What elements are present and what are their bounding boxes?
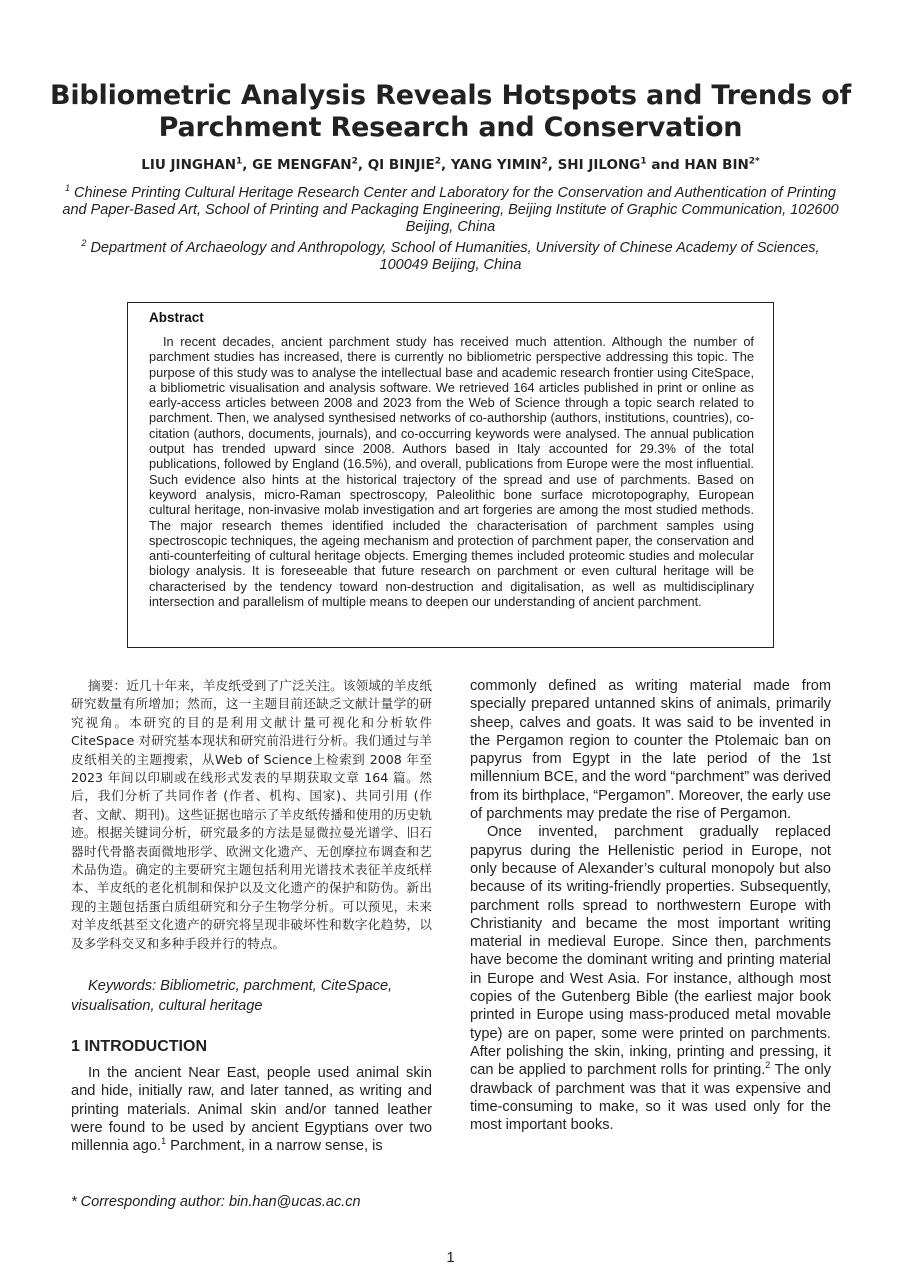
- left-column: [71, 677, 432, 1156]
- section-heading-introduction: 1 INTRODUCTION: [71, 1038, 207, 1056]
- author: QI BINJIE$^2$,: [367, 156, 451, 173]
- body-paragraph: Once invented, parchment gradually replaced papyrus during the Hellenistic period in Europe, not only because of Alexander’s cultural monopoly but also because of its writing-friendly properties. Subsequently, parchment rolls spread to northwestern Europe with Christianity and became the most important writing material in medieval Europe. Since then, parchments have become the dominant writing and printing material in Europe and West Asia. For instance, although most copies of the Gutenberg Bible (the earliest major book printed in Europe using mass-produced metal movable type) are on paper, some were printed on parchments. After polishing the skin, inking, printing and pressing, it can be applied to parchment rolls for printing.$^2$ The only drawback of parchment was that it was expensive and time-consuming to make, so it was used only for the most important books.: [470, 824, 832, 1134]
- chinese-abstract: 摘要：近几十年来，羊皮纸受到了广泛关注。该领域的羊皮纸研究数量有所增加；然而，这一主题目前还缺乏文献计量学的研究视角。本研究的目的是利用文献计量可视化和分析软件 CiteSpace 对研究基本现状和研究前沿进行分析。我们通过与羊皮纸相关的主题搜索，从Web of Science上检索到 2008 年至 2023 年间以印刷或在线形式发表的早期获取文章 164 篇。然后，我们分析了共同作者 (作者、机构、国家)、共同引用 (作者、文献、期刊)。这些证据也暗示了羊皮纸传播和使用的历史轨迹。根据关键词分析，研究最多的方法是显微拉曼光谱学、旧石器时代骨骼表面微地形学、欧洲文化遗产、无创摩拉布调查和艺术品伪造。确定的主要研究主题包括利用光谱技术表征羊皮纸样本、羊皮纸的老化机制和保护以及文化遗产的保护和防伪。新出现的主题包括蛋白质组研究和分子生物学分析。可以预见，未来对羊皮纸甚至文化遗产的研究将呈现非破坏性和数字化趋势，以及多学科交叉和多种手段并行的特点。: [71, 678, 432, 951]
- author: LIU JINGHAN$^1$,: [141, 156, 253, 173]
- affiliation-2: $^2$ Department of Archaeology and Anthropology, School of Humanities, University of Chinese Academy of Sciences, 100049 Beijing, China: [81, 238, 820, 273]
- author: YANG YIMIN$^2$,: [450, 156, 558, 173]
- abstract-text: In recent decades, ancient parchment study has received much attention. Although the number of parchment studies has increased, there is currently no bibliometric perspective addressing this topic. The purpose of this study was to analyse the intellectual base and academic research frontier using CiteSpace, a bibliometric visualisation and analysis software. We retrieved 164 articles published in print or online as early-access articles between 2008 and 2023 from the Web of Science through a topic search related to parchment. Then, we analysed synthesised networks of co-authorship (authors, institutions, countries), co-citation (authors, documents, journals), and co-occurring keywords were analysed. The annual publication output has trended upward since 2008. Authors based in Italy accounted for 29.3% of the total publications, followed by England (16.5%), and overall, publications from Europe were the most influential. Such evidence also hints at the historical trajectory of the spread and use of parchments. Based on keyword analysis, micro-Raman spectroscopy, Paleolithic bone surface microtopography, European cultural heritage, non-invasive molab investigation and art forgeries are among the most studied methods. The major research themes identified included the characterisation of parchment samples using spectroscopic techniques, the ageing mechanism and protection of parchment paper, the conservation and anti-counterfeiting of cultural heritage objects. Emerging themes included proteomic studies and molecular biology analysis. It is foreseeable that future research on parchment or even cultural heritage will be characterised by the tendency toward non-destruction and digitalisation, as well as multidisciplinary intersection and parallelism of multiple means to deepen our understanding of ancient parchment.: [149, 334, 754, 610]
- reference-marker[interactable]: 1: [161, 1136, 167, 1147]
- author-list: [40, 156, 861, 174]
- paper-title: Bibliometric Analysis Reveals Hotspots and Trends of Parchment Research and Conservation: [49, 80, 852, 143]
- body-paragraph: commonly defined as writing material made from specially prepared untanned skins of animals, primarily sheep, calves and goats. It was said to be invented in the Pergamon region to counter the Ptolemaic ban on papyrus from Egypt in the late period of the 1st millennium BCE, and the word “parchment” was derived from its birthplace, “Pergamon”. Moreover, the early use of parchments may predate the rise of Pergamon.: [470, 678, 831, 823]
- intro-paragraph: In the ancient Near East, people used animal skin and hide, initially raw, and later tanned, as writing and printing materials. Animal skin and/or tanned leather were found to be used by ancient Egyptians over two millennia ago.$^1$ Parchment, in a narrow sense, is: [71, 1065, 432, 1155]
- page-number: 1: [446, 1249, 455, 1266]
- author: SHI JILONG$^1$ and: [557, 156, 685, 173]
- abstract-heading: Abstract: [149, 310, 204, 325]
- keywords: Keywords: Bibliometric, parchment, CiteSpace, visualisation, cultural heritage: [71, 978, 393, 1014]
- corresponding-author-footnote: * Corresponding author: bin.han@ucas.ac.cn: [71, 1194, 361, 1210]
- abstract-box: [127, 302, 774, 648]
- author: HAN $BIN^{2*}$: [684, 156, 760, 173]
- right-column: [470, 677, 831, 1134]
- affiliation-1: $^1$ Chinese Printing Cultural Heritage Research Center and Laboratory for the Conservation and Authentication of Printing and Paper-Based Art, School of Printing and Packaging Engineering, Beijing Institute of Graphic Communication, 102600 Beijing, China: [62, 183, 839, 235]
- reference-marker[interactable]: 2: [765, 1060, 771, 1071]
- author: GE MENGFAN$^2$,: [252, 156, 368, 173]
